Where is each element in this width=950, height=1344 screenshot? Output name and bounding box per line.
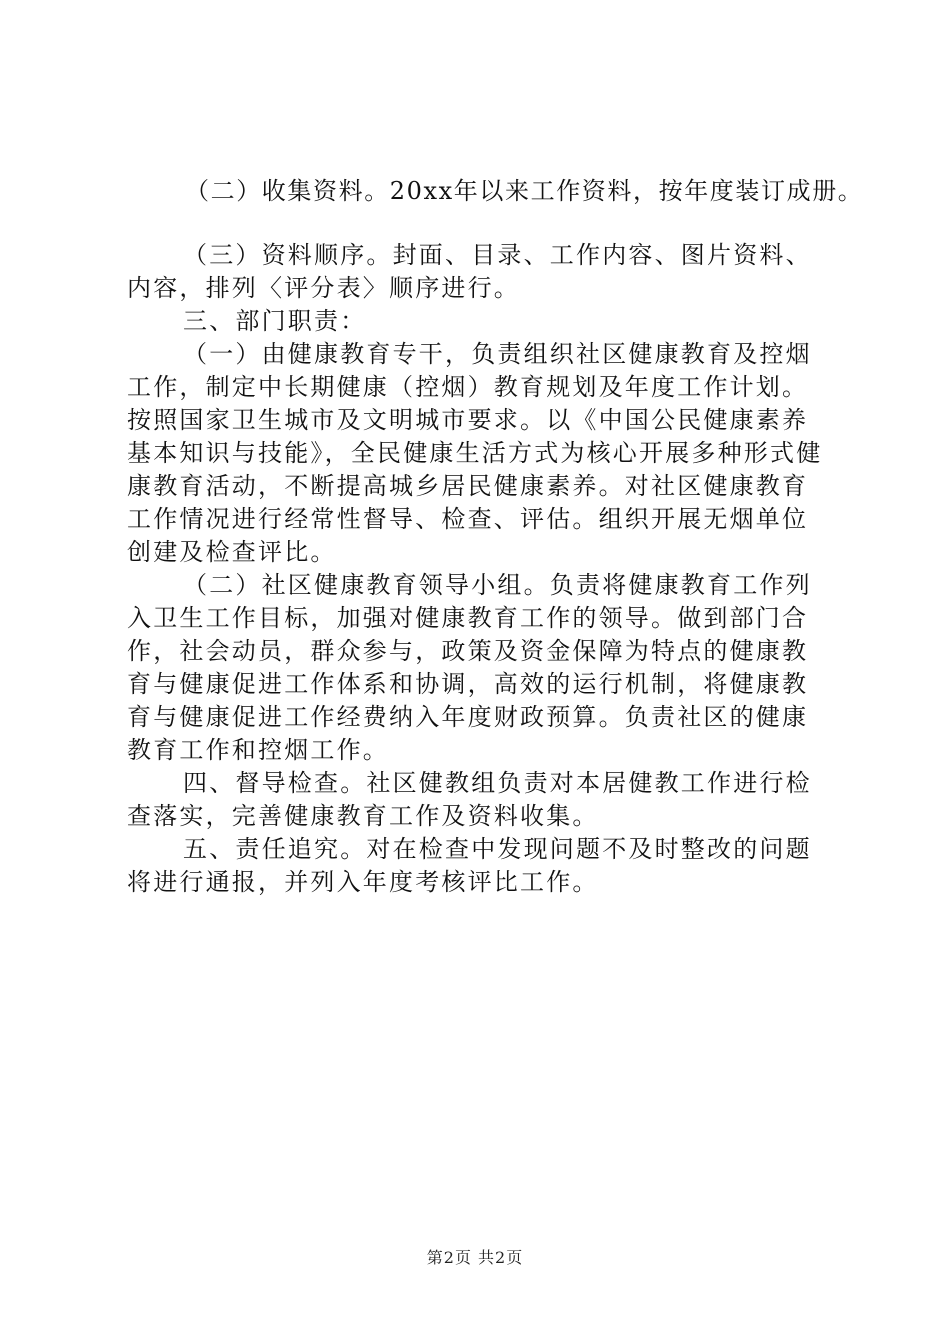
page-number-footer: 第2页 共2页 bbox=[426, 1248, 524, 1267]
paragraph-health-education-staff: （一）由健康教育专干，负责组织社区健康教育及控烟工作，制定中长期健康（控烟）教育规划及年度工作计划。按照国家卫生城市及文明城市要求。以《中国公民健康素养基本知识与技能》，全民健康生活方式为核心开展多种形式健康教育活动，不断提高城乡居民健康素养。对社区健康教育工作情况进行经常性督导、检查、评估。组织开展无烟单位创建及检查评比。 bbox=[127, 340, 823, 566]
paragraph-accountability: 五、责任追究。对在检查中发现问题不及时整改的问题将进行通报，并列入年度考核评比工作。 bbox=[127, 835, 812, 896]
paragraph-supervision: 四、督导检查。社区健教组负责对本居健教工作进行检查落实，完善健康教育工作及资料收集。 bbox=[127, 769, 812, 830]
paragraph-collect-materials: （二）收集资料。20xx年以来工作资料，按年度装订成册。 bbox=[185, 177, 864, 205]
paragraph-leadership-group: （二）社区健康教育领导小组。负责将健康教育工作列入卫生工作目标，加强对健康教育工作的领导。做到部门合作，社会动员，群众参与，政策及资金保障为特点的健康教育与健康促进工作体系和协调，高效的运行机制，将健康教育与健康促进工作经费纳入年度财政预算。负责社区的健康教育工作和控烟工作。 bbox=[127, 571, 812, 764]
section-heading-department-duties: 三、部门职责： bbox=[183, 307, 367, 335]
paragraph-material-order: （三）资料顺序。封面、目录、工作内容、图片资料、内容，排列〈评分表〉顺序进行。 bbox=[127, 241, 812, 302]
paragraph-body bbox=[127, 239, 833, 899]
